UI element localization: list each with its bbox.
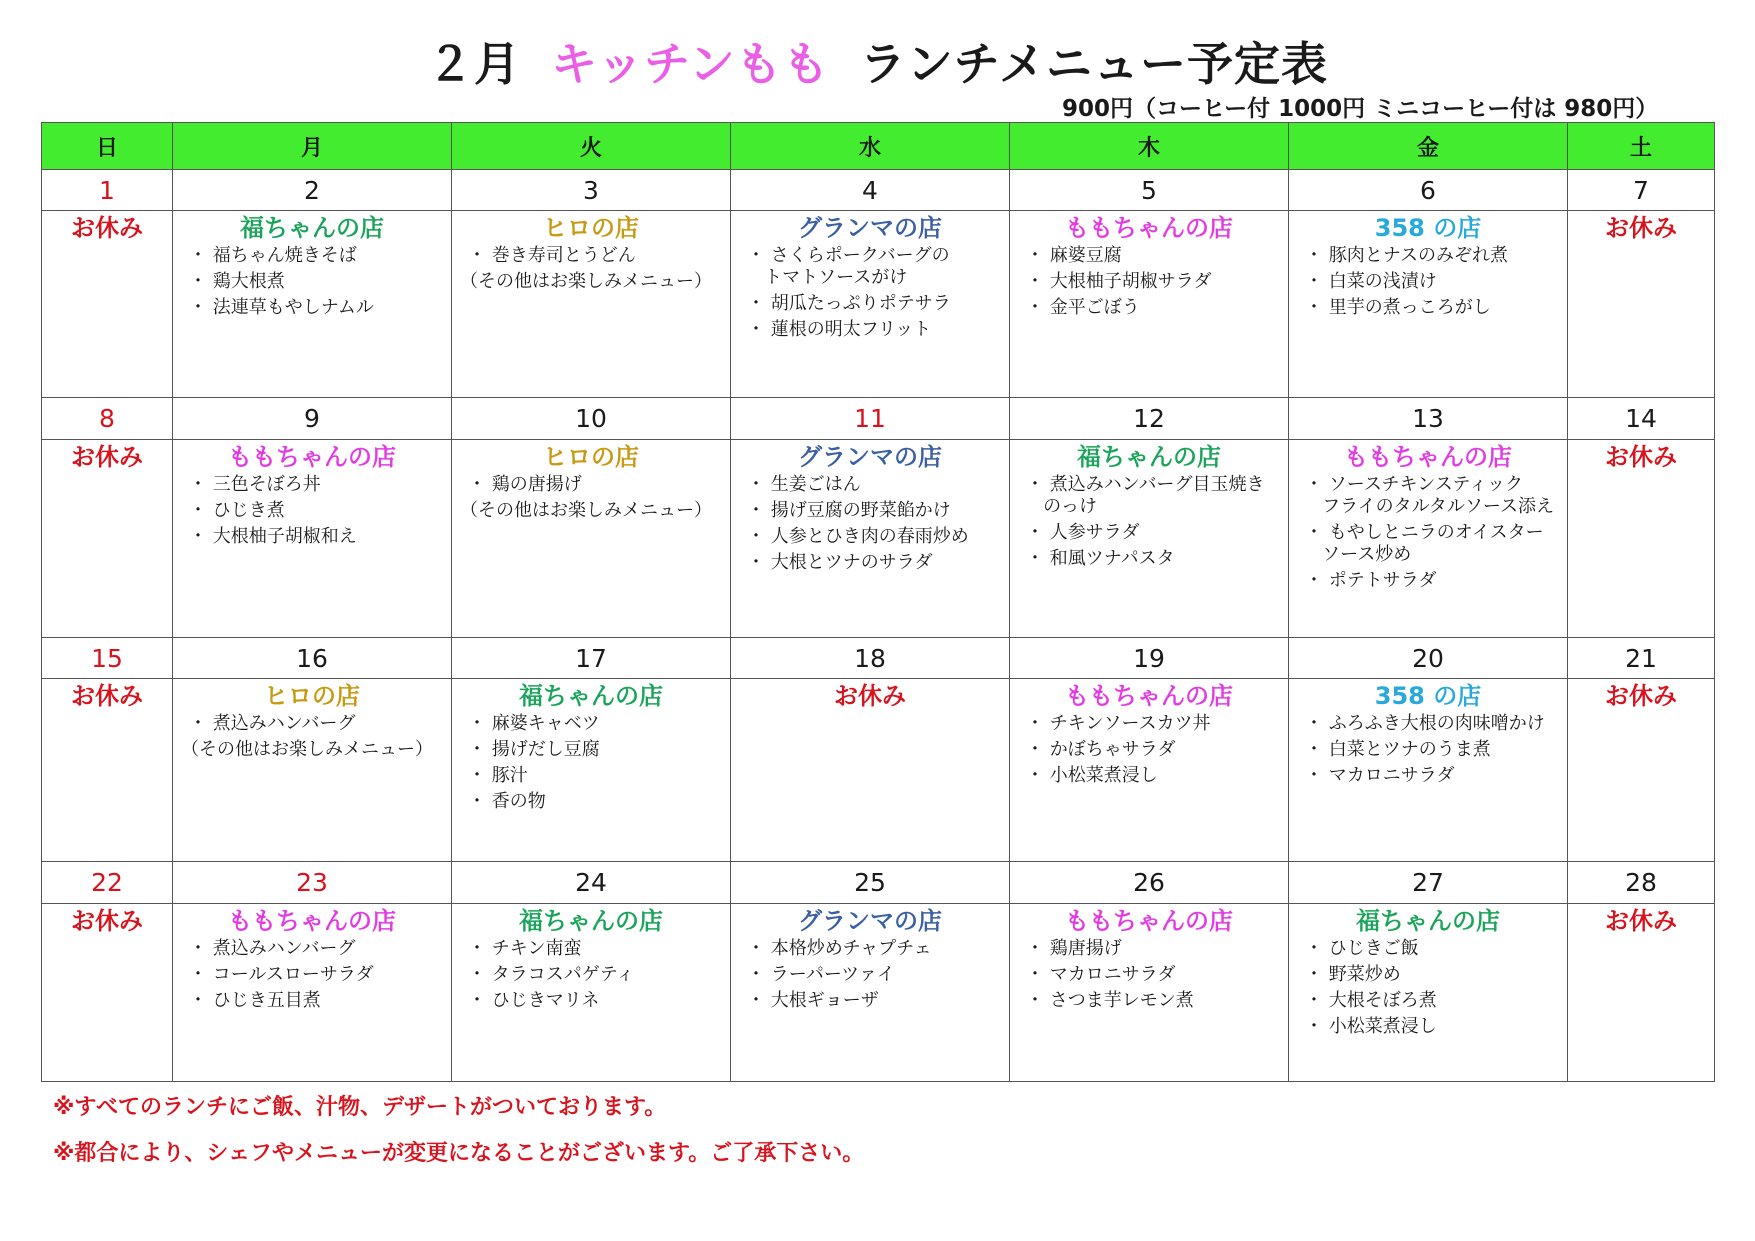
weekday-header: 火 [452,123,731,170]
menu-item-list [452,713,730,813]
menu-item: ・ 揚げ豆腐の野菜餡かけ [747,499,951,521]
holiday-label: お休み [1605,682,1677,711]
chef-shop-name: ももちゃんの店 [1344,442,1512,471]
date-number: 2 [173,170,452,211]
date-number: 5 [1010,170,1289,211]
chef-shop-name: 福ちゃんの店 [519,906,663,935]
menu-item: ・ 豚汁 [468,765,528,787]
chef-shop-name: 福ちゃんの店 [240,214,384,243]
date-number: 23 [173,862,452,903]
menu-item-list [1289,938,1567,1038]
menu-item: ・ ひじき五目煮 [189,989,321,1011]
menu-item-list [452,245,730,267]
menu-title: ランチメニュー予定表 [859,37,1328,91]
menu-item: ・ 鶏大根煮 [189,271,285,293]
holiday-label: お休み [71,682,143,711]
menu-item: ・ 大根柚子胡椒サラダ [1026,271,1212,293]
menu-item: ・ 金平ごぼう [1026,297,1140,319]
menu-calendar [41,122,1715,1082]
menu-item: ・ 三色そぼろ丼 [189,473,321,495]
date-number: 26 [1010,862,1289,903]
menu-row [42,211,1715,398]
day-cell [731,679,1010,862]
menu-row [42,679,1715,862]
calendar-body [42,170,1715,1082]
menu-item-list [731,245,1009,341]
menu-item: ・ 胡瓜たっぷりポテサラ [747,293,951,315]
date-number: 15 [42,637,173,678]
menu-item-list [452,938,730,1012]
date-number: 14 [1568,398,1715,439]
holiday-label: お休み [1605,214,1677,243]
day-cell [1568,211,1715,398]
menu-note: （その他はお楽しみメニュー） [460,499,712,521]
menu-item: ・ さくらポークバーグの トマトソースがけ [747,245,950,289]
menu-item: ・ マカロニサラダ [1305,765,1455,787]
date-row [42,862,1715,903]
holiday-label: お休み [71,906,143,935]
day-cell [452,679,731,862]
chef-shop-name: 358 の店 [1374,682,1482,711]
day-cell [173,903,452,1081]
menu-item: ・ 豚肉とナスのみぞれ煮 [1305,245,1509,267]
date-number: 21 [1568,637,1715,678]
menu-item: ・ 煮込みハンバーグ [189,937,356,959]
weekday-header: 水 [731,123,1010,170]
chef-shop-name: 福ちゃんの店 [519,682,663,711]
day-cell [173,211,452,398]
day-cell [1010,679,1289,862]
weekday-header: 木 [1010,123,1289,170]
menu-item: ・ ひじきマリネ [468,989,600,1011]
price-note: 900円（コーヒー付 1000円 ミニコーヒー付は 980円） [1062,96,1659,122]
date-row [42,170,1715,211]
day-cell [1289,439,1568,637]
date-number: 3 [452,170,731,211]
menu-item-list [452,474,730,496]
menu-item-list [1289,713,1567,787]
date-number: 4 [731,170,1010,211]
menu-item: ・ 和風ツナパスタ [1026,547,1175,569]
menu-item: ・ マカロニサラダ [1026,963,1176,985]
menu-note: （その他はお楽しみメニュー） [460,271,712,293]
menu-item: ・ コールスローサラダ [189,963,374,985]
menu-item: ・ もやしとニラのオイスター ソース炒め [1305,521,1544,565]
chef-shop-name: グランマの店 [798,214,942,243]
day-cell [1568,439,1715,637]
day-cell [1010,903,1289,1081]
menu-item-list [1289,245,1567,319]
chef-shop-name: グランマの店 [798,906,942,935]
menu-item-list [1010,245,1288,319]
menu-item: ・ 煮込みハンバーグ [189,713,356,735]
chef-shop-name: ももちゃんの店 [228,906,396,935]
weekday-header: 月 [173,123,452,170]
chef-shop-name: ヒロの店 [264,682,360,711]
day-cell [731,211,1010,398]
menu-item-list [731,938,1009,1012]
date-row [42,637,1715,678]
day-cell [1289,903,1568,1081]
menu-item: ・ ふろふき大根の肉味噌かけ [1305,713,1545,735]
day-cell [42,439,173,637]
menu-item: ・ 大根とツナのサラダ [747,551,933,573]
menu-item: ・ 生姜ごはん [747,473,861,495]
menu-item: ・ 白菜とツナのうま煮 [1305,739,1491,761]
day-cell [452,211,731,398]
date-number: 13 [1289,398,1568,439]
date-number: 22 [42,862,173,903]
weekday-header: 土 [1568,123,1715,170]
menu-item: ・ 福ちゃん焼きそば [189,245,357,267]
chef-shop-name: ももちゃんの店 [1065,906,1233,935]
menu-item: ・ かぼちゃサラダ [1026,739,1176,761]
footnote-menu-change: ※都合により、シェフやメニューが変更になることがございます。ご了承下さい。 [53,1141,865,1166]
date-number: 10 [452,398,731,439]
menu-item: ・ 野菜炒め [1305,963,1401,985]
menu-item: ・ 麻婆豆腐 [1026,245,1122,267]
date-number: 20 [1289,637,1568,678]
chef-shop-name: グランマの店 [798,442,942,471]
menu-item: ・ 里芋の煮っころがし [1305,297,1491,319]
menu-item: ・ 大根ギョーザ [747,989,879,1011]
date-number: 17 [452,637,731,678]
menu-item: ・ 白菜の浅漬け [1305,271,1437,293]
date-number: 12 [1010,398,1289,439]
menu-item: ・ 麻婆キャベツ [468,713,600,735]
menu-item: ・ 本格炒めチャプチェ [747,937,932,959]
menu-row [42,439,1715,637]
weekday-header: 金 [1289,123,1568,170]
chef-shop-name: ヒロの店 [543,442,639,471]
menu-item: ・ 鶏の唐揚げ [468,473,582,495]
date-number: 9 [173,398,452,439]
date-number: 8 [42,398,173,439]
menu-item: ・ タラコスパゲティ [468,963,635,985]
footnote-meal-included: ※すべてのランチにご飯、汁物、デザートがついております。 [53,1095,667,1120]
menu-item: ・ 小松菜煮浸し [1026,765,1158,787]
holiday-label: お休み [1605,442,1677,471]
menu-item: ・ 人参とひき肉の春雨炒め [747,525,969,547]
date-number: 18 [731,637,1010,678]
chef-shop-name: 福ちゃんの店 [1356,906,1500,935]
menu-item: ・ 香の物 [468,791,546,813]
chef-shop-name: ももちゃんの店 [1065,682,1233,711]
menu-note: （その他はお楽しみメニュー） [181,739,433,761]
day-cell [1010,439,1289,637]
menu-item-list [1010,713,1288,787]
menu-item: ・ 大根そぼろ煮 [1305,989,1437,1011]
date-number: 16 [173,637,452,678]
date-number: 27 [1289,862,1568,903]
date-number: 11 [731,398,1010,439]
menu-row [42,903,1715,1081]
day-cell [42,903,173,1081]
chef-shop-name: ももちゃんの店 [228,442,396,471]
weekday-header-row [42,123,1715,170]
title-month: ２月 [427,37,522,91]
date-number: 28 [1568,862,1715,903]
chef-shop-name: ももちゃんの店 [1065,214,1233,243]
menu-item: ・ さつま芋レモン煮 [1026,989,1194,1011]
menu-item: ・ ひじきご飯 [1305,937,1419,959]
day-cell [1010,211,1289,398]
date-row [42,398,1715,439]
menu-item: ・ 煮込みハンバーグ目玉焼き のっけ [1026,473,1265,517]
menu-item-list [731,474,1009,574]
holiday-label: お休み [71,442,143,471]
date-number: 7 [1568,170,1715,211]
menu-item: ・ ソースチキンスティック フライのタルタルソース添え [1305,473,1555,517]
chef-shop-name: ヒロの店 [543,214,639,243]
day-cell [1568,679,1715,862]
date-number: 24 [452,862,731,903]
menu-item-list [1010,474,1288,570]
menu-item: ・ ラーパーツァイ [747,963,895,985]
weekday-header: 日 [42,123,173,170]
day-cell [1289,211,1568,398]
menu-item: ・ 大根柚子胡椒和え [189,525,357,547]
day-cell [452,439,731,637]
date-number: 6 [1289,170,1568,211]
menu-item: ・ 小松菜煮浸し [1305,1015,1437,1037]
day-cell [731,903,1010,1081]
holiday-label: お休み [71,214,143,243]
menu-item-list [1289,474,1567,592]
menu-item-list [173,713,451,735]
day-cell [42,211,173,398]
day-cell [42,679,173,862]
menu-item-list [173,938,451,1012]
menu-item: ・ 法連草もやしナムル [189,297,374,319]
shop-name: キッチンもも [551,37,830,91]
menu-item: ・ 揚げだし豆腐 [468,739,600,761]
menu-item: ・ 巻き寿司とうどん [468,245,636,267]
holiday-label: お休み [1605,906,1677,935]
menu-item-list [173,474,451,548]
day-cell [1289,679,1568,862]
day-cell [731,439,1010,637]
chef-shop-name: 358 の店 [1374,214,1482,243]
menu-item: ・ ポテトサラダ [1305,569,1437,591]
date-number: 25 [731,862,1010,903]
date-number: 1 [42,170,173,211]
menu-item: ・ 蓮根の明太フリット [747,319,932,341]
day-cell [452,903,731,1081]
holiday-label: お休み [834,682,906,711]
menu-item: ・ 人参サラダ [1026,521,1140,543]
menu-item: ・ チキンソースカツ丼 [1026,713,1211,735]
chef-shop-name: 福ちゃんの店 [1077,442,1221,471]
menu-item: ・ 鶏唐揚げ [1026,937,1122,959]
menu-item-list [173,245,451,319]
date-number: 19 [1010,637,1289,678]
day-cell [173,439,452,637]
day-cell [173,679,452,862]
menu-item: ・ チキン南蛮 [468,937,582,959]
page-title [0,28,1755,94]
day-cell [1568,903,1715,1081]
menu-item: ・ ひじき煮 [189,499,285,521]
menu-item-list [1010,938,1288,1012]
